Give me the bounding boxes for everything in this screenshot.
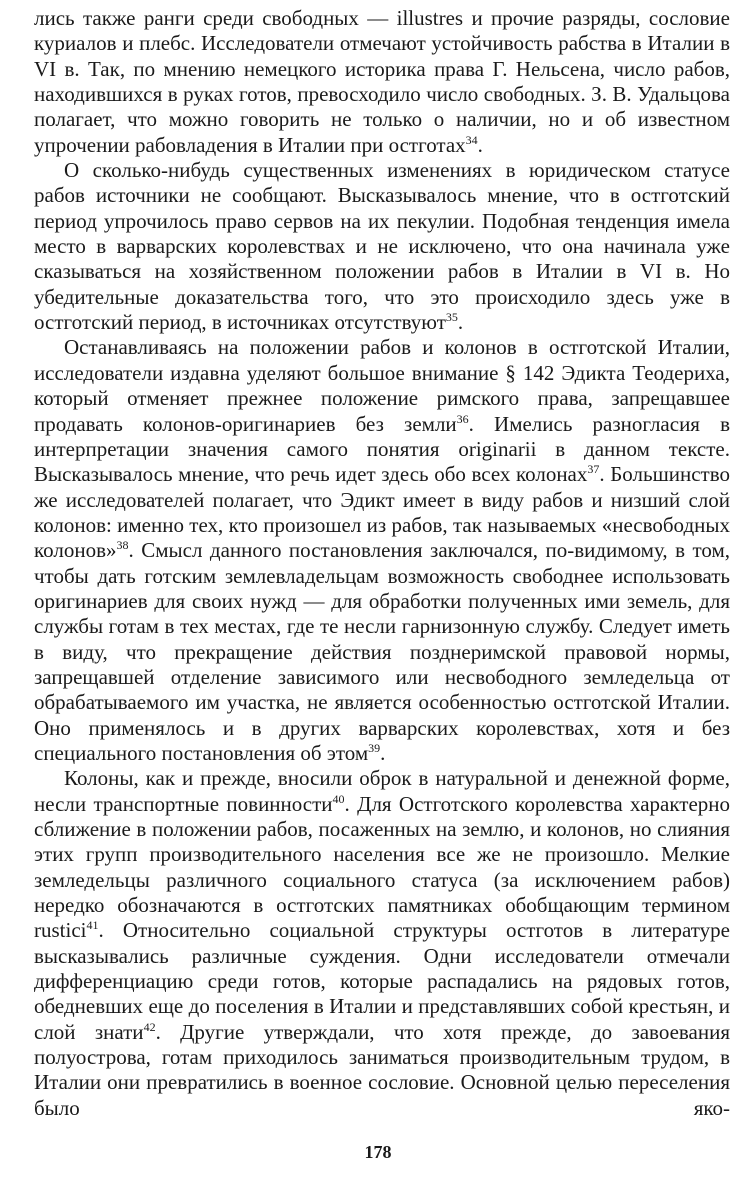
text-run: лись также ранги среди свободных — illustres и прочие разряды, сословие куриалов и плебс. Исследователи отмечают устойчивость рабства в Италии в VI в. Так, по мнению немецкого историка права Г. Нельсена, число рабов, находившихся в руках готов, превосходило число свободных. З. В. Удальцова полагает, что можно говорить не только о наличии, но и об известном упрочении рабовладения в Италии при остготах xyxy=(34,6,730,157)
footnote-marker: 40 xyxy=(332,791,345,806)
paragraph xyxy=(34,6,730,158)
footnote-marker: 42 xyxy=(143,1019,156,1034)
body-text xyxy=(34,6,730,1121)
paragraph xyxy=(34,766,730,1121)
text-run: . xyxy=(380,740,386,765)
text-run: . Смысл данного постановления заключался, по-видимому, в том, чтобы дать готским землевладельцам возможность свободнее использовать оригинариев для своих нужд — для обработки полученных ими земель, для службы готам в тех местах, где те несли гарнизонную службу. Следует иметь в виду, что прекращение действия позднеримской правовой нормы, запрещавшей отделение зависимого или несвободного земледельца от обрабатываемого им участка, не является особенностью остготской Италии. Оно применялось и в других варварских королевствах, хотя и без специального постановления об этом xyxy=(34,538,730,765)
page-number: 178 xyxy=(364,1142,392,1162)
text-run: . xyxy=(457,310,464,335)
footnote-marker: 34 xyxy=(465,132,478,147)
footnote-marker: 37 xyxy=(587,462,600,477)
footnote-marker: 38 xyxy=(116,538,129,553)
text-run: . Другие утверждали, что хотя прежде, до завоевания полуострова, готам приходилось заниматься производительным трудом, в Италии они превратились в военное сословие. Основной целью переселения было яко- xyxy=(34,1019,730,1120)
text-run: Останавливаясь на положении рабов и колонов в остготской Италии, исследователи издавна уделяют большое внимание § 142 Эдикта Теодериха, который отменяет прежнее положение римского права, запрещавшее продавать колонов-оригинариев без земли xyxy=(34,335,730,436)
footnote-marker: 36 xyxy=(456,411,469,426)
text-run: . xyxy=(477,132,483,157)
footnote-marker: 39 xyxy=(368,740,381,755)
text-run: Колоны, как и прежде, вносили оброк в натуральной и денежной форме, несли транспортные повинности xyxy=(34,766,730,816)
text-run: . Для Остготского королевства характерно сближение в положении рабов, посаженных на землю, и колонов, но слияния этих групп производительного населения все же не произошло. Мелкие земледельцы различного социального статуса (за исключением рабов) нередко обозначаются в остготских памятниках обобщающим термином rustici xyxy=(34,791,730,943)
text-run: . Большинство же исследователей полагает, что Эдикт имеет в виду рабов и низший слой колонов: именно тех, кто произошел из рабов, так называемых «несвободных колонов» xyxy=(34,462,730,563)
paragraph xyxy=(34,158,730,335)
text-run: . Имелись разногласия в интерпретации значения самого понятия originarii в данном тексте. Высказывалось мнение, что речь идет здесь обо всех колонах xyxy=(34,411,730,487)
text-run: . Относительно социальной структуры остготов в литературе высказывались различные суждения. Одни исследователи отмечали дифференциацию среди готов, которые распадались на рядовых готов, обедневших еще до поселения в Италии и представлявших собой крестьян, и слой знати xyxy=(34,918,730,1044)
paragraph xyxy=(34,335,730,766)
text-run: О сколько-нибудь существенных изменениях в юридическом статусе рабов источники не сообщают. Высказывалось мнение, что в остготский период упрочилось право сервов на их пекулии. Подобная тенденция имела место в варварских королевствах и не исключено, что она начинала уже сказываться на хозяйственном положении рабов в Италии в VI в. Но убедительные доказательства того, что это происходило здесь уже в остготский период, в источниках отсутствуют xyxy=(34,158,730,335)
footnote-marker: 41 xyxy=(86,918,99,933)
footnote-marker: 35 xyxy=(445,310,458,325)
